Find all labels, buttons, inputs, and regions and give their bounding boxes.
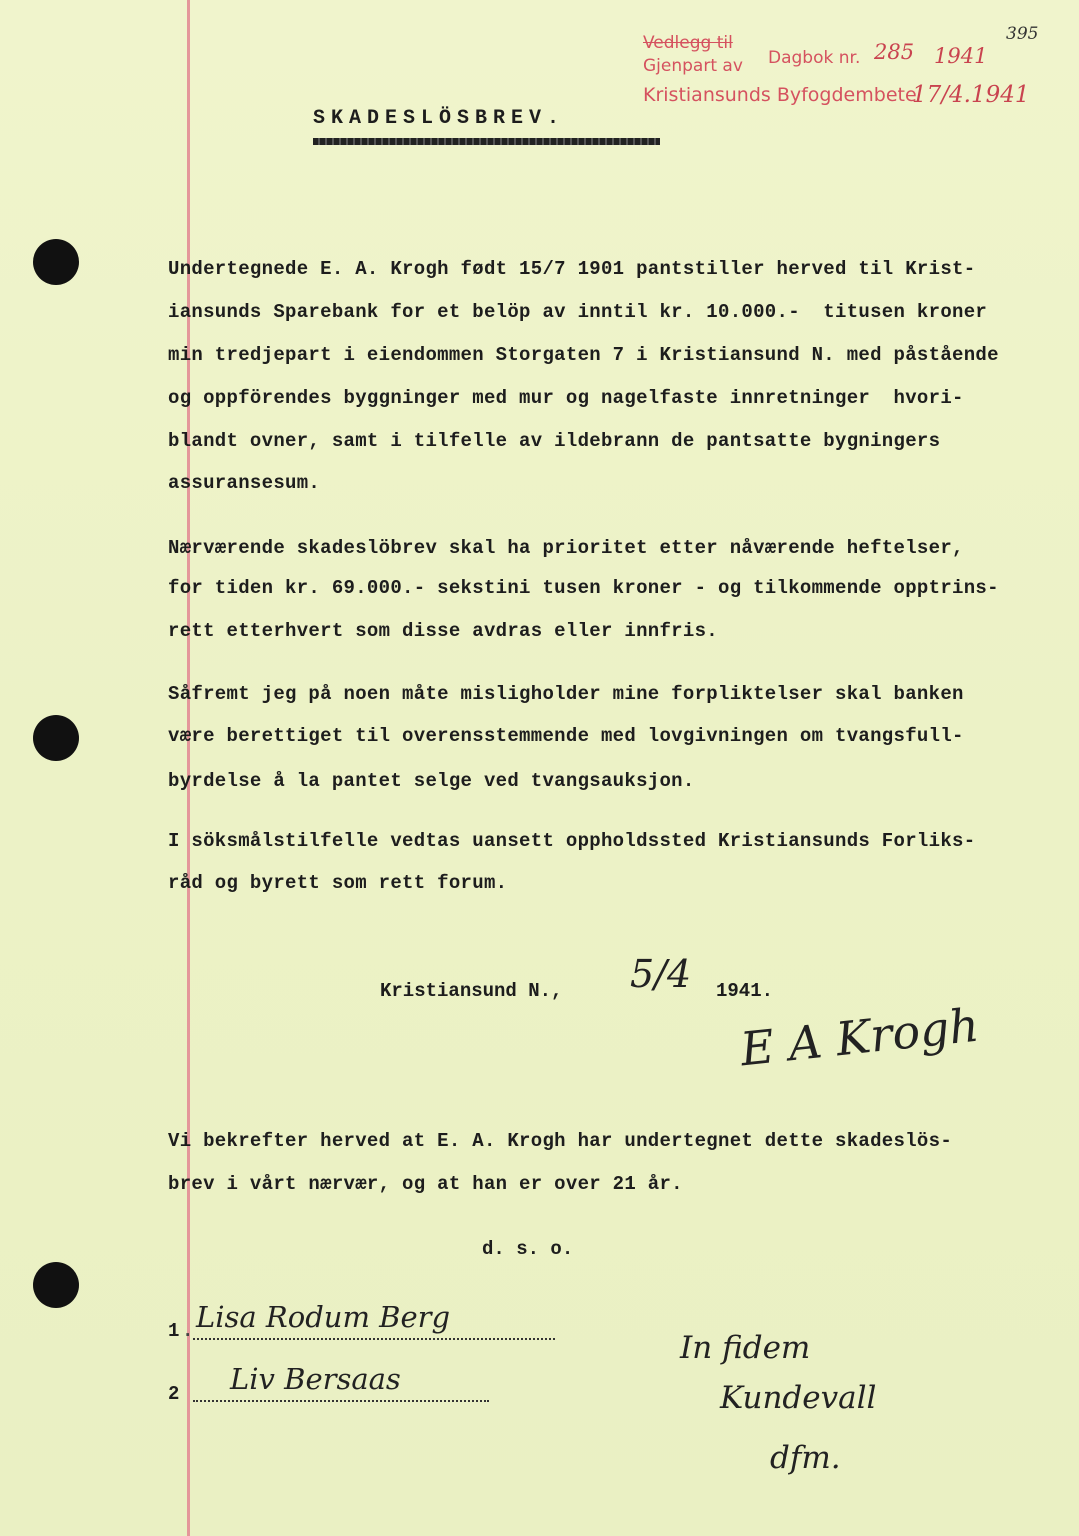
body-line: Nærværende skadeslöbrev skal ha prioritet etter nåværende heftelser,: [168, 537, 964, 559]
body-line: Såfremt jeg på noen måte misligholder mine forpliktelser skal banken: [168, 683, 964, 705]
body-line: min tredjepart i eiendommen Storgaten 7 i Kristiansund N. med påstående: [168, 344, 999, 366]
document-title: SKADESLÖSBREV.: [313, 107, 566, 130]
witness-1-number: 1: [168, 1320, 180, 1342]
witness-1-dots: .: [182, 1320, 194, 1342]
body-line: være berettiget til overensstemmende med lovgivningen om tvangsfull-: [168, 725, 964, 747]
body-line: byrdelse å la pantet selge ved tvangsauksjon.: [168, 770, 695, 792]
stamp-registered-date: 17/4.1941: [912, 82, 1030, 108]
clerk-note-in-fidem: In fidem: [680, 1330, 811, 1366]
body-line: assuransesum.: [168, 472, 321, 494]
body-line: iansunds Sparebank for et belöp av inntil kr. 10.000.- titusen kroner: [168, 301, 988, 323]
stamp-line-3: Kristiansunds Byfogdembete: [643, 84, 917, 106]
stamp-dagbok-number: 285: [874, 40, 915, 64]
margin-line: [187, 0, 190, 1536]
punch-hole-icon: [33, 239, 79, 285]
main-signature: E A Krogh: [737, 997, 982, 1077]
stamp-dagbok-label: Dagbok nr.: [768, 48, 861, 68]
stamp-year: 1941: [934, 44, 988, 68]
clerk-note-title: dfm.: [770, 1440, 841, 1476]
witness-2-number: 2: [168, 1383, 180, 1405]
punch-hole-icon: [33, 715, 79, 761]
body-line: råd og byrett som rett forum.: [168, 872, 508, 894]
title-underline: [313, 138, 660, 145]
page-number: 395: [1006, 24, 1039, 44]
dso-text: d. s. o.: [482, 1238, 574, 1260]
body-line: I söksmålstilfelle vedtas uansett oppholdssted Kristiansunds Forliks-: [168, 830, 976, 852]
punch-hole-icon: [33, 1262, 79, 1308]
witness-2-signature: Liv Bersaas: [230, 1362, 401, 1396]
body-line: blandt ovner, samt i tilfelle av ildebrann de pantsatte bygningers: [168, 430, 941, 452]
body-line: rett etterhvert som disse avdras eller innfris.: [168, 620, 718, 642]
witness-1-dotted-line: [193, 1338, 555, 1340]
witness-line: brev i vårt nærvær, og at han er over 21 år.: [168, 1173, 683, 1195]
stamp-line-1: Vedlegg til: [643, 33, 733, 53]
clerk-note-name: Kundevall: [720, 1380, 877, 1416]
place-text: Kristiansund N.,: [380, 980, 563, 1002]
body-line: for tiden kr. 69.000.- sekstini tusen kroner - og tilkommende opptrins-: [168, 577, 999, 599]
witness-2-dotted-line: [193, 1400, 489, 1402]
stamp-line-2: Gjenpart av: [643, 56, 743, 76]
body-line: og oppförendes byggninger med mur og nagelfaste innretninger hvori-: [168, 387, 964, 409]
year-text: 1941.: [716, 980, 774, 1002]
witness-line: Vi bekrefter herved at E. A. Krogh har undertegnet dette skadeslös-: [168, 1130, 953, 1152]
handwritten-date: 5/4: [630, 952, 692, 996]
witness-1-signature: Lisa Rodum Berg: [196, 1300, 451, 1334]
body-line: Undertegnede E. A. Krogh født 15/7 1901 pantstiller herved til Krist-: [168, 258, 976, 280]
